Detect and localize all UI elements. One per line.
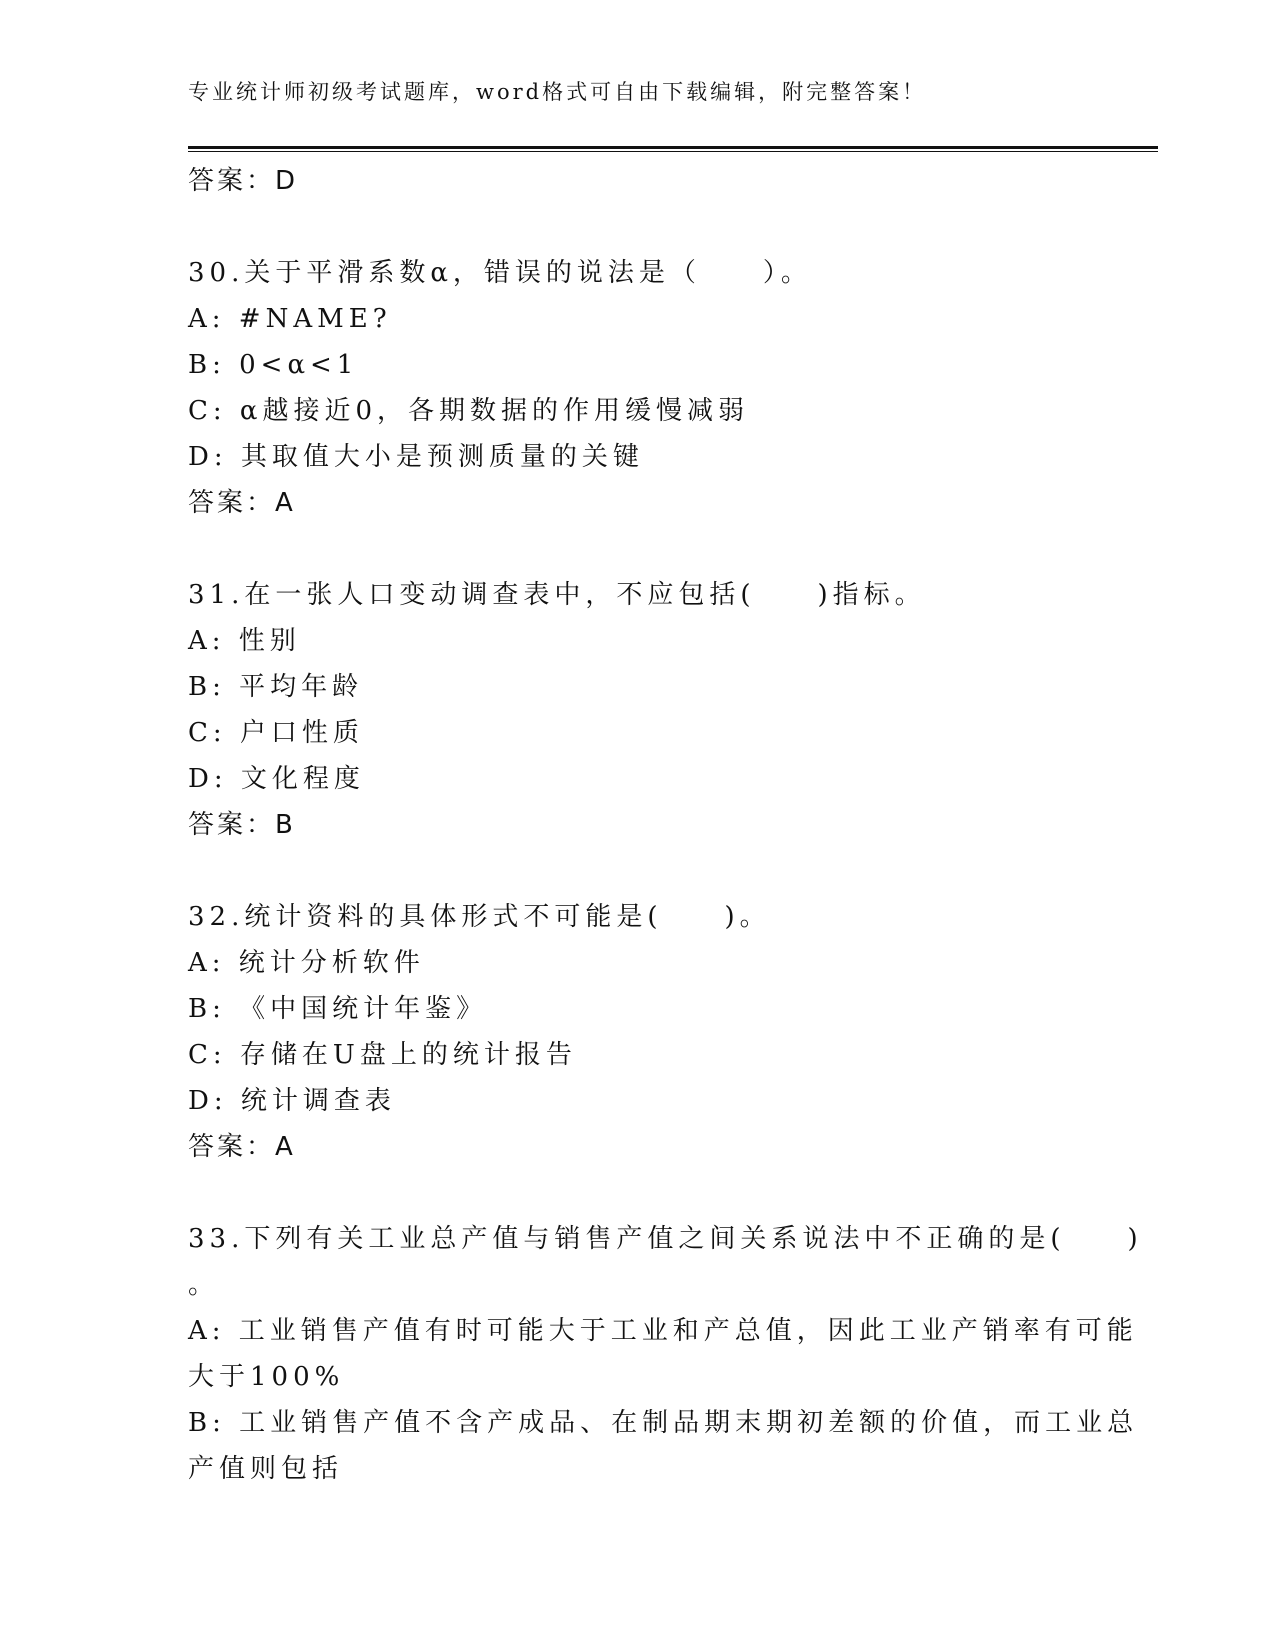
option-a: A: #NAME? xyxy=(188,304,392,334)
question-stem: 31.在一张人口变动调查表中，不应包括( )指标。 xyxy=(188,580,926,610)
option-a-continued: 大于100% xyxy=(188,1362,345,1392)
answer-line: 答案：A xyxy=(188,1132,296,1162)
answer-line: 答案：A xyxy=(188,488,296,518)
question-33 xyxy=(188,1216,1143,1492)
option-a: A: 性别 xyxy=(188,626,301,656)
answer-line: 答案：B xyxy=(188,810,296,840)
option-a: A: 工业销售产值有时可能大于工业和产总值，因此工业产销率有可能 xyxy=(188,1316,1138,1346)
option-b: B: 平均年龄 xyxy=(188,672,364,702)
document-body xyxy=(188,158,1143,1492)
answer-line: 答案：D xyxy=(188,166,299,196)
option-d: D: 文化程度 xyxy=(188,764,365,794)
question-31 xyxy=(188,572,1088,848)
question-stem: 32.统计资料的具体形式不可能是( )。 xyxy=(188,902,771,932)
header-rule xyxy=(188,146,1158,149)
option-b: B: 0<α<1 xyxy=(188,350,359,380)
option-d: D: 统计调查表 xyxy=(188,1086,396,1116)
option-b: B: 工业销售产值不含产成品、在制品期末期初差额的价值，而工业总 xyxy=(188,1408,1139,1438)
question-30 xyxy=(188,250,1088,526)
question-stem: 30.关于平滑系数α，错误的说法是（ ）。 xyxy=(188,258,812,288)
question-stem-continued: 。 xyxy=(188,1270,220,1300)
option-c: C: 户口性质 xyxy=(188,718,364,748)
option-a: A: 统计分析软件 xyxy=(188,948,425,978)
question-32 xyxy=(188,894,1088,1170)
option-c: C: α越接近0，各期数据的作用缓慢减弱 xyxy=(188,396,750,426)
option-d: D: 其取值大小是预测质量的关键 xyxy=(188,442,644,472)
option-c: C: 存储在U盘上的统计报告 xyxy=(188,1040,577,1070)
question-stem: 33.下列有关工业总产值与销售产值之间关系说法中不正确的是( ) xyxy=(188,1224,1143,1254)
option-b: B: 《中国统计年鉴》 xyxy=(188,994,488,1024)
page-header: 专业统计师初级考试题库，word格式可自由下载编辑，附完整答案！ xyxy=(188,80,927,104)
option-b-continued: 产值则包括 xyxy=(188,1454,344,1484)
